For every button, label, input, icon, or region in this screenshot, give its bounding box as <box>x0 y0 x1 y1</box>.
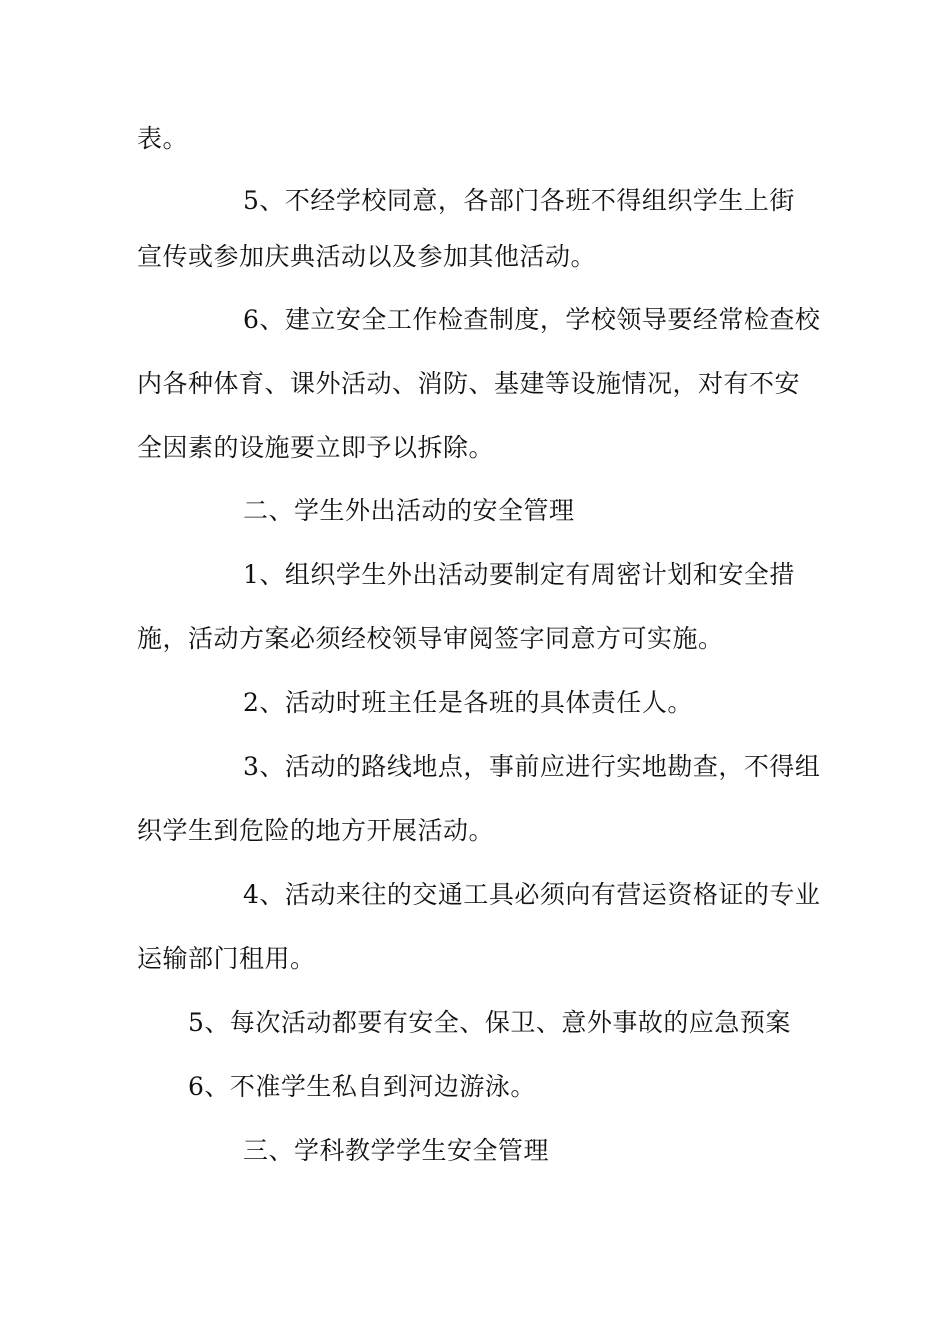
paragraph-line: 6、建立安全工作检查制度，学校领导要经常检查校 <box>243 305 821 334</box>
paragraph-line: 织学生到危险的地方开展活动。 <box>137 816 495 845</box>
paragraph-line: 施，活动方案必须经校领导审阅签字同意方可实施。 <box>137 624 724 653</box>
paragraph-line: 2、活动时班主任是各班的具体责任人。 <box>243 688 693 717</box>
paragraph-line: 4、活动来往的交通工具必须向有营运资格证的专业 <box>243 880 821 909</box>
paragraph-line: 运输部门租用。 <box>137 944 316 973</box>
paragraph-line: 5、每次活动都要有安全、保卫、意外事故的应急预案 <box>188 1008 791 1037</box>
paragraph-line: 1、组织学生外出活动要制定有周密计划和安全措 <box>243 560 795 589</box>
paragraph-line: 全因素的设施要立即予以拆除。 <box>137 433 495 462</box>
paragraph-line: 表。 <box>137 124 189 153</box>
paragraph-line: 内各种体育、课外活动、消防、基建等设施情况，对有不安 <box>137 369 801 398</box>
section-heading: 三、学科教学学生安全管理 <box>243 1136 550 1165</box>
paragraph-line: 5、不经学校同意，各部门各班不得组织学生上街 <box>243 186 795 215</box>
paragraph-line: 6、不准学生私自到河边游泳。 <box>188 1072 536 1101</box>
paragraph-line: 宣传或参加庆典活动以及参加其他活动。 <box>137 242 597 271</box>
section-heading: 二、学生外出活动的安全管理 <box>243 496 575 525</box>
paragraph-line: 3、活动的路线地点，事前应进行实地勘查，不得组 <box>243 752 821 781</box>
